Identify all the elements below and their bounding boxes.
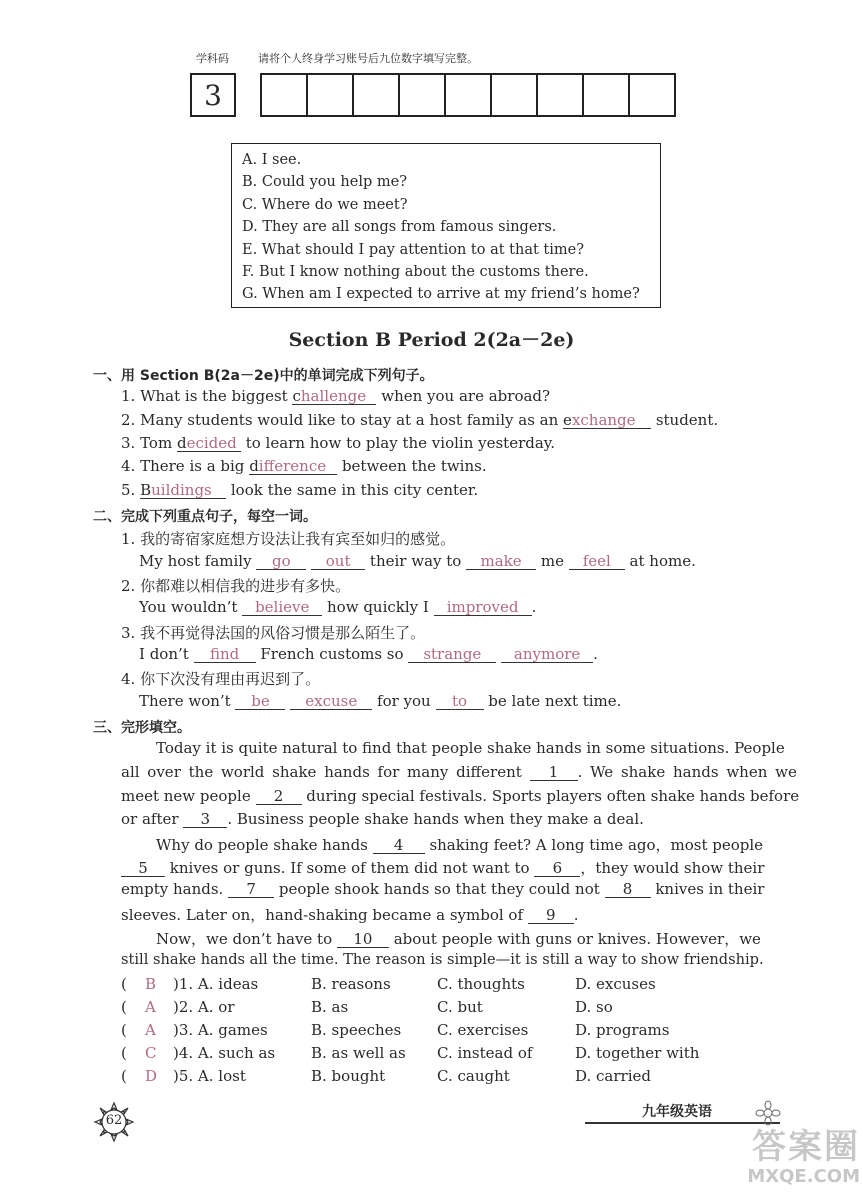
choice-c[interactable]: C. exercises <box>437 1021 529 1039</box>
choice-d[interactable]: D. programs <box>575 1021 670 1039</box>
answer-blank[interactable]: be <box>235 693 285 710</box>
flower-ornament-icon <box>755 1100 781 1126</box>
part1-item-3: 3. Tom decided to learn how to play the violin yesterday. <box>121 434 556 452</box>
choice-d[interactable]: D. carried <box>575 1067 651 1085</box>
choice-b[interactable]: B. speeches <box>311 1021 402 1039</box>
answer-blank[interactable]: feel <box>569 553 625 570</box>
section-title: Section B Period 2(2a－2e) <box>288 329 575 351</box>
choice-b[interactable]: B. bought <box>311 1067 386 1085</box>
choice-c[interactable]: C. but <box>437 998 483 1016</box>
choice-a[interactable]: )5. A. lost <box>173 1067 246 1085</box>
cloze-blank[interactable]: 3 <box>183 811 227 828</box>
passage-line: still shake hands all the time. The reason is simple—it is still a way to show friendship. <box>121 951 764 968</box>
option-item: A. I see. <box>242 152 302 168</box>
footer-rule <box>585 1122 780 1124</box>
digit-box[interactable] <box>584 75 630 115</box>
part3-heading: 三、完形填空。 <box>93 720 191 736</box>
part2-q3-english: I don’t find French customs so strange anymore . <box>139 645 598 663</box>
account-digit-boxes <box>260 73 676 117</box>
digit-box[interactable] <box>538 75 584 115</box>
passage-line: 5 knives or guns. If some of them did not want to 6 ，they would show their <box>121 857 764 878</box>
choice-a[interactable]: )3. A. games <box>173 1021 268 1039</box>
book-label: 九年级英语 <box>642 1104 712 1120</box>
passage-line: or after 3 . Business people shake hands when they make a deal. <box>121 810 644 828</box>
watermark-text: 答案圈 <box>752 1127 860 1167</box>
choice-b[interactable]: B. as well as <box>311 1044 406 1062</box>
part2-q2-english: You wouldn’t believe how quickly I improved . <box>139 598 537 616</box>
digit-box[interactable] <box>308 75 354 115</box>
part2-q4-chinese: 4. 你下次没有理由再迟到了。 <box>121 670 321 688</box>
page-number-badge <box>93 1101 135 1143</box>
subject-code-box <box>190 73 236 117</box>
cloze-blank[interactable]: 4 <box>373 837 425 854</box>
cloze-blank[interactable]: 10 <box>337 931 389 948</box>
choice-d[interactable]: D. excuses <box>575 975 656 993</box>
digit-box[interactable] <box>262 75 308 115</box>
answer-blank[interactable]: exchange <box>563 412 651 429</box>
answer-blank[interactable]: challenge <box>292 388 376 405</box>
digit-box[interactable] <box>446 75 492 115</box>
choice-c[interactable]: C. caught <box>437 1067 510 1085</box>
answer-blank[interactable]: go <box>256 553 306 570</box>
part2-heading: 二、完成下列重点句子，每空一词。 <box>93 509 317 525</box>
passage-line: Today it is quite natural to find that people shake hands in some situations. People <box>156 739 785 757</box>
account-instruction: 请将个人终身学习账号后九位数字填写完整。 <box>258 52 478 65</box>
subject-code-value: 3 <box>204 78 222 112</box>
passage-line: all over the world shake hands for many different 1 . We shake hands when we <box>121 763 797 781</box>
choice-answer: D <box>145 1067 158 1085</box>
passage-line: empty hands. 7 people shook hands so that they could not 8 knives in their <box>121 880 765 898</box>
page-number: 62 <box>105 1113 123 1128</box>
part1-item-4: 4. There is a big difference between the twins. <box>121 457 487 475</box>
part1-item-5: 5. Buildings look the same in this city center. <box>121 481 479 499</box>
option-item: E. What should I pay attention to at that time? <box>242 241 584 258</box>
cloze-blank[interactable]: 5 <box>121 860 165 877</box>
watermark-url: MXQE.COM <box>747 1166 860 1187</box>
choice-b[interactable]: B. as <box>311 998 349 1016</box>
answer-blank[interactable]: to <box>436 693 484 710</box>
choice-a[interactable]: )4. A. such as <box>173 1044 276 1062</box>
cloze-blank[interactable]: 6 <box>534 860 580 877</box>
cloze-blank[interactable]: 2 <box>256 788 302 805</box>
answer-blank[interactable]: strange <box>408 646 496 663</box>
cloze-blank[interactable]: 7 <box>228 881 274 898</box>
choice-c[interactable]: C. thoughts <box>437 975 525 993</box>
option-item: B. Could you help me? <box>242 174 407 191</box>
choice-answer: A <box>145 1021 156 1039</box>
passage-line: Why do people shake hands 4 shaking feet? A long time ago，most people <box>156 836 764 854</box>
option-item: D. They are all songs from famous singers. <box>242 219 557 236</box>
digit-box[interactable] <box>630 75 674 115</box>
answer-blank[interactable]: difference <box>249 458 337 475</box>
choice-a[interactable]: )1. A. ideas <box>173 975 259 993</box>
part2-q4-english: There won’t be excuse for you to be late next time. <box>139 692 622 710</box>
choice-d[interactable]: D. so <box>575 998 613 1016</box>
cloze-blank[interactable]: 9 <box>528 907 574 924</box>
passage-line: Now，we don’t have to 10 about people with guns or knives. However，we <box>156 930 761 948</box>
answer-blank[interactable]: make <box>466 553 536 570</box>
answer-blank[interactable]: excuse <box>290 693 372 710</box>
choice-b[interactable]: B. reasons <box>311 975 391 993</box>
digit-box[interactable] <box>354 75 400 115</box>
answer-blank[interactable]: Buildings <box>140 482 226 499</box>
choice-answer: B <box>145 975 157 993</box>
passage-line: meet new people 2 during special festivals. Sports players often shake hands before <box>121 787 800 805</box>
part2-q1-chinese: 1. 我的寄宿家庭想方设法让我有宾至如归的感觉。 <box>121 530 456 548</box>
passage-line: sleeves. Later on，hand-shaking became a symbol of 9 . <box>121 906 579 924</box>
cloze-blank[interactable]: 8 <box>605 881 651 898</box>
option-item: C. Where do we meet? <box>242 196 408 213</box>
subject-code-label: 学科码 <box>196 52 229 65</box>
answer-blank[interactable]: improved <box>434 599 532 616</box>
choice-answer: A <box>145 998 156 1016</box>
part1-item-1: 1. What is the biggest challenge when you are abroad? <box>121 387 551 405</box>
part1-item-2: 2. Many students would like to stay at a host family as an exchange student. <box>121 411 719 429</box>
choice-answer: C <box>145 1044 157 1062</box>
cloze-blank[interactable]: 1 <box>530 764 578 781</box>
option-item: F. But I know nothing about the customs there. <box>242 264 589 281</box>
part1-heading: 一、用 Section B(2a－2e)中的单词完成下列句子。 <box>93 368 434 384</box>
answer-blank[interactable]: decided <box>177 435 241 452</box>
answer-blank[interactable]: find <box>194 646 256 663</box>
part2-q3-chinese: 3. 我不再觉得法国的风俗习惯是那么陌生了。 <box>121 624 426 642</box>
answer-blank[interactable]: believe <box>242 599 322 616</box>
option-item: G. When am I expected to arrive at my friend’s home? <box>242 286 640 303</box>
choice-a[interactable]: )2. A. or <box>173 998 235 1016</box>
digit-box[interactable] <box>400 75 446 115</box>
part2-q2-chinese: 2. 你都难以相信我的进步有多快。 <box>121 577 351 595</box>
choice-c[interactable]: C. instead of <box>437 1044 533 1062</box>
answer-blank[interactable]: out <box>311 553 365 570</box>
choice-d[interactable]: D. together with <box>575 1044 700 1062</box>
answer-blank[interactable]: anymore <box>501 646 593 663</box>
part2-q1-english: My host family go out their way to make me feel at home. <box>139 552 696 570</box>
watermark-logo <box>710 1128 860 1198</box>
dialogue-options-box <box>231 143 661 308</box>
digit-box[interactable] <box>492 75 538 115</box>
